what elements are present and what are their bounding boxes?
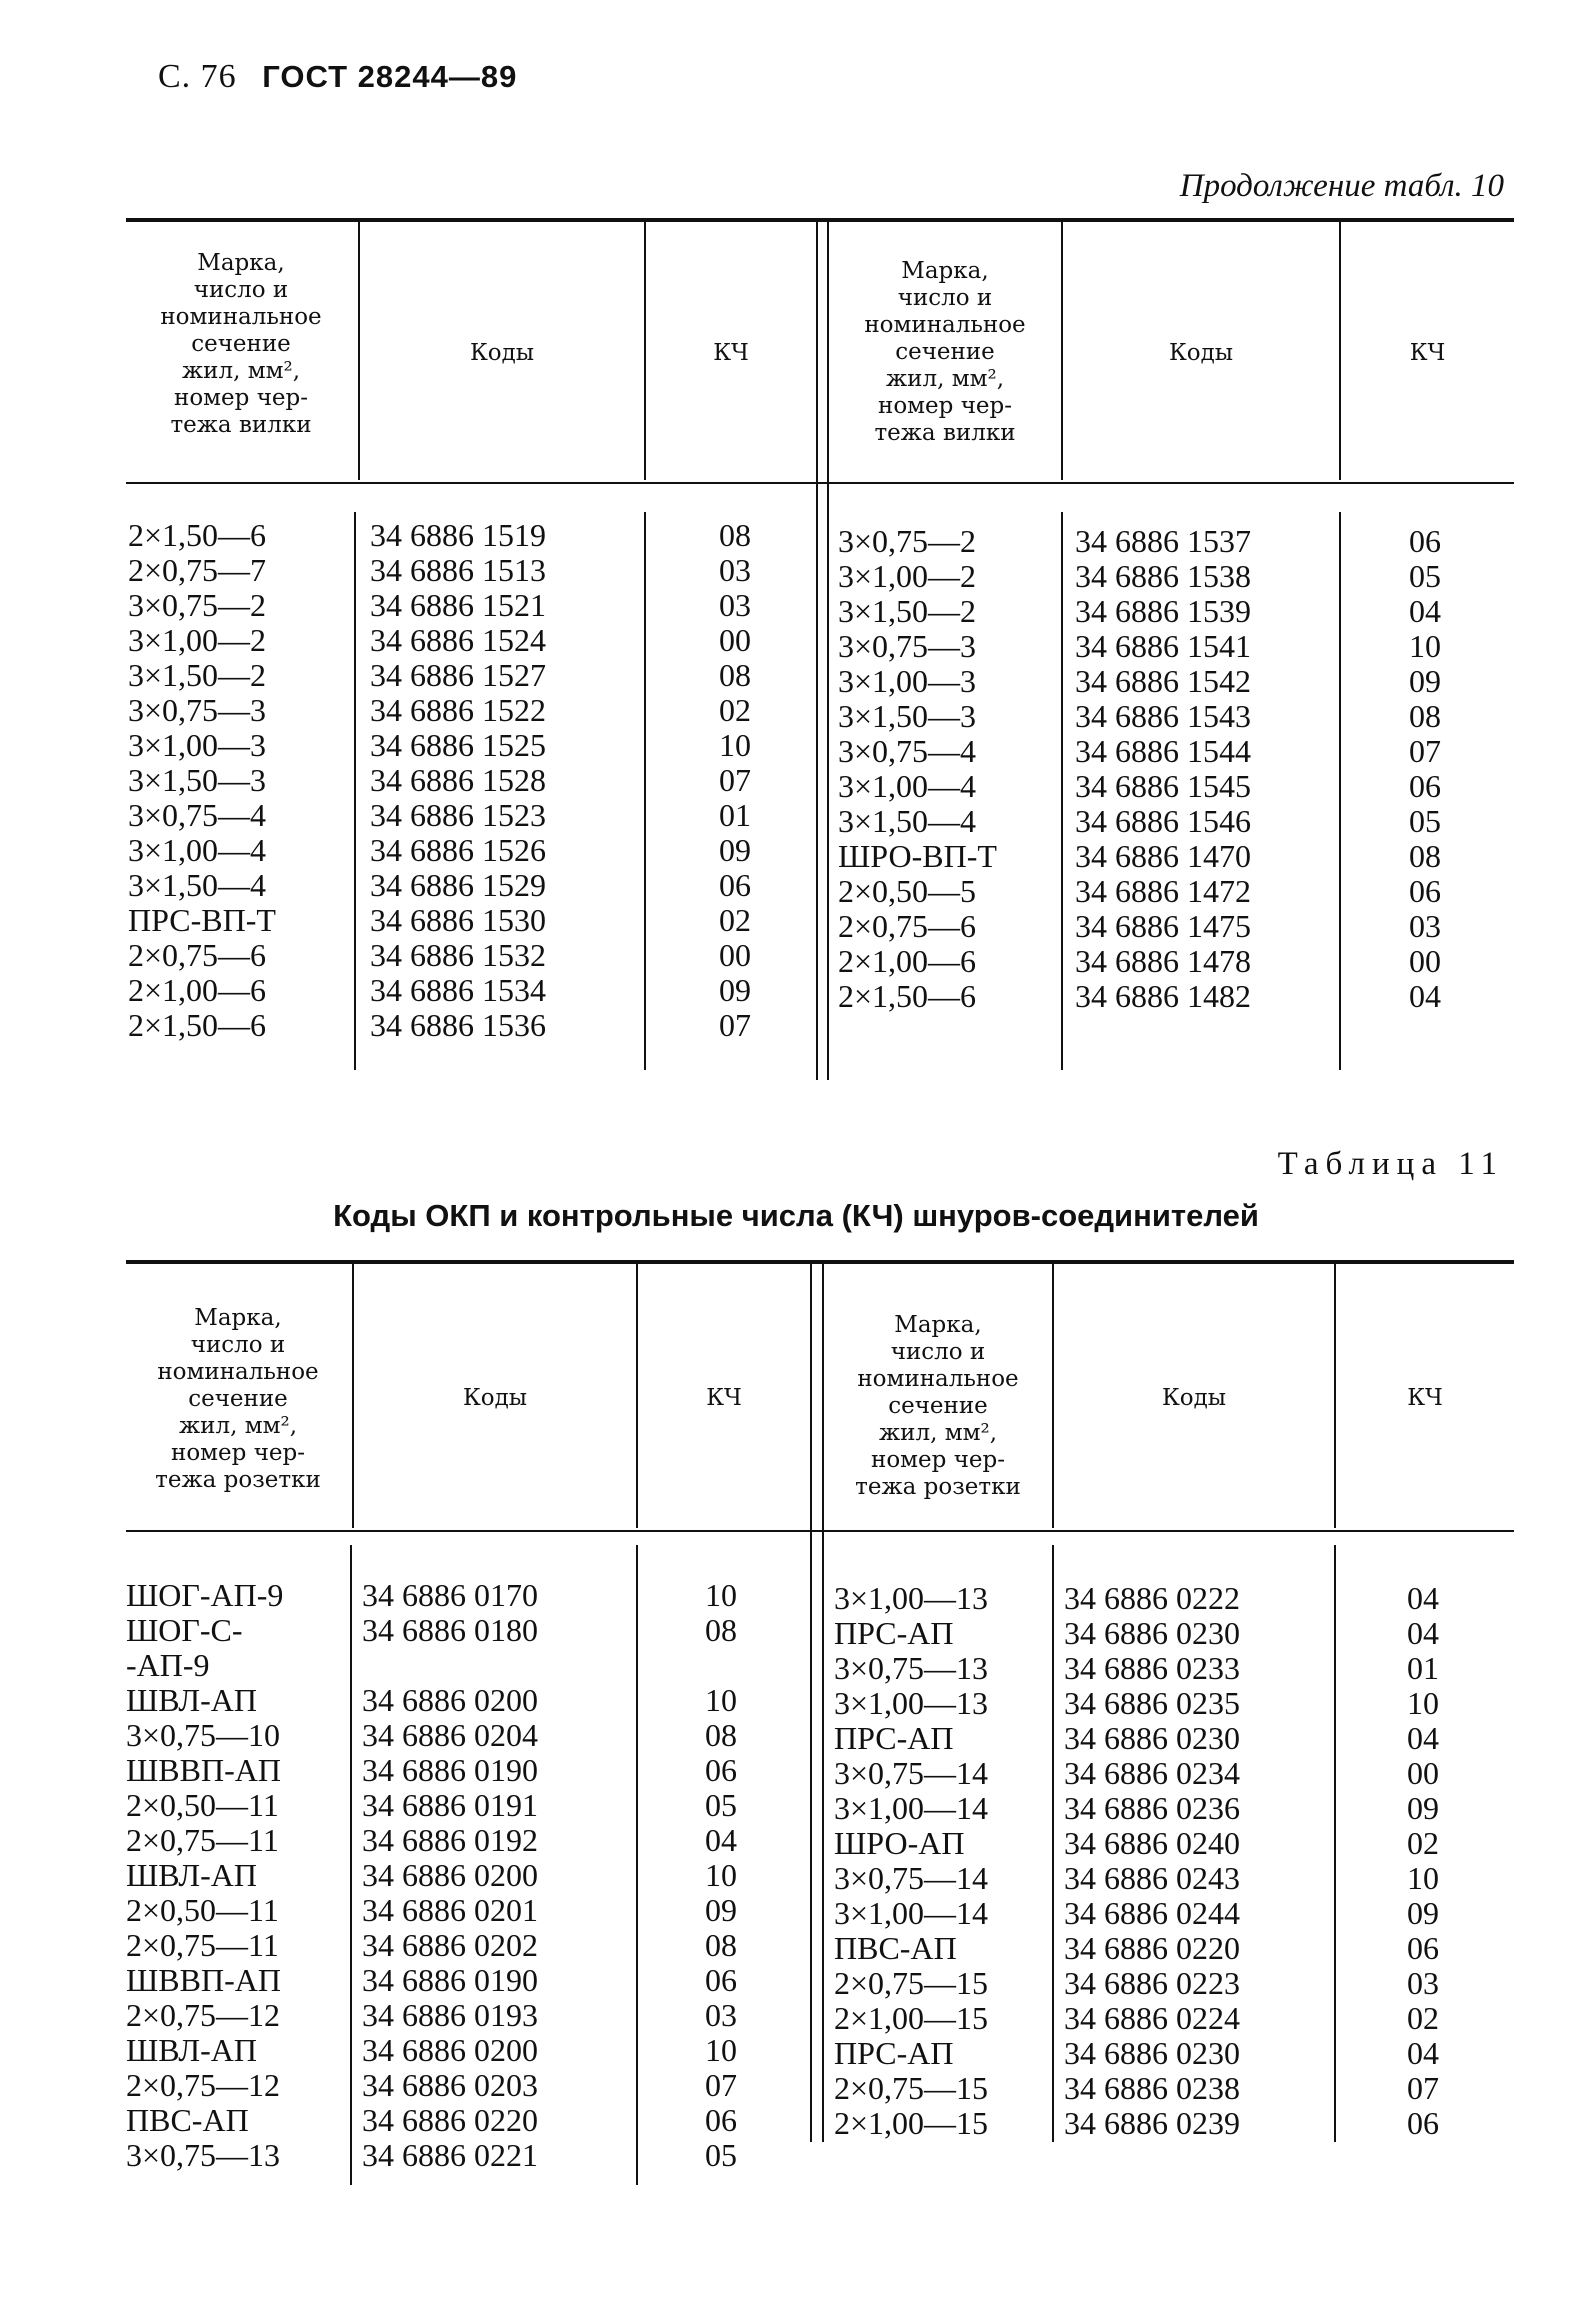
okp-code-cell: 34 6886 0222 [1064,1580,1240,1616]
cable-mark-cell: ШОГ-С- [126,1612,243,1648]
cable-mark-cell: 2×1,50—6 [838,978,977,1014]
cable-mark-cell: 3×0,75—13 [834,1650,989,1686]
okp-code-cell: 34 6886 0180 [362,1612,538,1648]
check-number-cell: 06 [1409,873,1441,909]
okp-code-cell: 34 6886 1519 [370,517,546,553]
okp-code-cell: 34 6886 1482 [1075,978,1251,1014]
cable-mark-cell: ШРО-АП [834,1825,965,1861]
cable-mark-cell: 3×1,00—2 [128,622,267,658]
check-number-cell: 00 [719,622,751,658]
t11-right-mark-header: Марка, число и номинальное сечение жил, мм², номер чер- тежа розетки [855,1312,1021,1500]
t11-left-codes-column [362,1578,538,2173]
cable-mark-cell: ПРС-ВП-Т [128,902,276,938]
check-number-cell: 06 [719,867,751,903]
okp-code-cell: 34 6886 0230 [1064,1615,1240,1651]
check-number-cell: 04 [1409,593,1441,629]
check-number-cell: 07 [705,2067,737,2103]
cable-mark-cell: 2×1,00—15 [834,2105,989,2141]
okp-code-cell: 34 6886 0170 [362,1577,538,1613]
t11-right-kch-header: КЧ [1407,1384,1443,1411]
okp-code-cell: 34 6886 1532 [370,937,546,973]
okp-code-cell: 34 6886 0192 [362,1822,538,1858]
okp-code-cell: 34 6886 1544 [1075,733,1251,769]
okp-code-cell: 34 6886 1536 [370,1007,546,1043]
cable-mark-cell: ПРС-АП [834,2035,954,2071]
cable-mark-cell: ШРО-ВП-Т [838,838,997,874]
okp-code-cell: 34 6886 0243 [1064,1860,1240,1896]
cable-mark-cell: 2×0,75—12 [126,2067,281,2103]
check-number-cell: 00 [1409,943,1441,979]
check-number-cell: 10 [705,1857,737,1893]
check-number-cell: 09 [719,832,751,868]
okp-code-cell: 34 6886 0190 [362,1752,538,1788]
okp-code-cell: 34 6886 0200 [362,1682,538,1718]
okp-code-cell: 34 6886 1527 [370,657,546,693]
check-number-cell: 05 [705,2137,737,2173]
t10-left-marks-column [128,518,276,1043]
okp-code-cell: 34 6886 1526 [370,832,546,868]
okp-code-cell: 34 6886 0191 [362,1787,538,1823]
cable-mark-cell: ПРС-АП [834,1615,954,1651]
check-number-cell: 03 [1407,1965,1439,2001]
okp-code-cell: 34 6886 1537 [1075,523,1251,559]
cable-mark-cell: 3×1,50—2 [838,593,977,629]
cable-mark-cell: 3×0,75—4 [128,797,267,833]
t10-left-kch-header: КЧ [713,339,749,366]
t11-left-codes-header: Коды [462,1384,528,1411]
cable-mark-cell: 2×1,50—6 [128,1007,267,1043]
divider [1061,512,1063,1070]
divider [636,1545,638,2185]
t10-left-codes-header: Коды [469,339,535,366]
okp-code-cell [362,1648,538,1683]
table11-label: Таблица 11 [1277,1146,1504,1182]
cable-mark-cell: 3×1,50—4 [838,803,977,839]
okp-code-cell: 34 6886 0200 [362,2032,538,2068]
check-number-cell: 06 [705,1962,737,1998]
page-number: С. 76 [158,58,237,95]
table10-caption: Продолжение табл. 10 [1179,168,1504,204]
okp-code-cell: 34 6886 1478 [1075,943,1251,979]
okp-code-cell: 34 6886 1528 [370,762,546,798]
cable-mark-cell: ШВВП-АП [126,1752,281,1788]
okp-code-cell: 34 6886 1513 [370,552,546,588]
cable-mark-cell: 3×0,75—14 [834,1860,989,1896]
check-number-cell: 10 [1409,628,1441,664]
cable-mark-cell: ШВЛ-АП [126,1857,257,1893]
check-number-cell: 08 [705,1927,737,1963]
check-number-cell: 06 [705,1752,737,1788]
check-number-cell: 06 [1407,2105,1439,2141]
check-number-cell: 04 [1409,978,1441,1014]
t11-right-codes-header: Коды [1161,1384,1227,1411]
cable-mark-cell: 2×1,50—6 [128,517,267,553]
okp-code-cell: 34 6886 1530 [370,902,546,938]
cable-mark-cell: 2×1,00—15 [834,2000,989,2036]
t10-left-kch-column [690,518,780,1043]
okp-code-cell: 34 6886 0190 [362,1962,538,1998]
check-number-cell: 09 [719,972,751,1008]
okp-code-cell: 34 6886 1525 [370,727,546,763]
cable-mark-cell: ПРС-АП [834,1720,954,1756]
check-number-cell: 07 [719,1007,751,1043]
okp-code-cell: 34 6886 0224 [1064,2000,1240,2036]
t10-right-kch-column [1380,524,1470,1014]
check-number-cell: 07 [1407,2070,1439,2106]
check-number-cell: 05 [1409,803,1441,839]
okp-code-cell: 34 6886 0203 [362,2067,538,2103]
okp-code-cell: 34 6886 0230 [1064,1720,1240,1756]
t10-right-codes-column [1075,524,1251,1014]
okp-code-cell: 34 6886 0238 [1064,2070,1240,2106]
t10-right-marks-column [838,524,997,1014]
cable-mark-cell: 3×0,75—2 [838,523,977,559]
check-number-cell: 10 [705,1682,737,1718]
check-number-cell [676,1648,766,1683]
okp-code-cell: 34 6886 0204 [362,1717,538,1753]
table11-header-rule [126,1530,1514,1532]
cable-mark-cell: 3×1,50—2 [128,657,267,693]
check-number-cell: 07 [1409,733,1441,769]
divider [350,1545,352,2185]
t10-right-kch-header: КЧ [1409,339,1446,366]
check-number-cell: 04 [1407,1720,1439,1756]
t11-right-kch-column [1378,1581,1468,2141]
cable-mark-cell: 3×1,50—4 [128,867,267,903]
check-number-cell: 02 [1407,2000,1439,2036]
t11-left-kch-column [676,1578,766,2173]
cable-mark-cell: ШВЛ-АП [126,2032,257,2068]
okp-code-cell: 34 6886 1475 [1075,908,1251,944]
okp-code-cell: 34 6886 0202 [362,1927,538,1963]
double-divider [816,222,818,1080]
okp-code-cell: 34 6886 1539 [1075,593,1251,629]
check-number-cell: 06 [1407,1930,1439,1966]
cable-mark-cell: 3×1,00—14 [834,1790,989,1826]
check-number-cell: 02 [719,692,751,728]
check-number-cell: 10 [719,727,751,763]
cable-mark-cell: 2×0,75—15 [834,1965,989,2001]
okp-code-cell: 34 6886 1472 [1075,873,1251,909]
okp-code-cell: 34 6886 0200 [362,1857,538,1893]
check-number-cell: 09 [1407,1895,1439,1931]
check-number-cell: 05 [1409,558,1441,594]
okp-code-cell: 34 6886 1523 [370,797,546,833]
check-number-cell: 03 [705,1997,737,2033]
okp-code-cell: 34 6886 1470 [1075,838,1251,874]
cable-mark-cell: 3×0,75—13 [126,2137,281,2173]
cable-mark-cell: 3×0,75—4 [838,733,977,769]
okp-code-cell: 34 6886 1529 [370,867,546,903]
okp-code-cell: 34 6886 0221 [362,2137,538,2173]
check-number-cell: 00 [719,937,751,973]
t11-left-marks-column [126,1578,283,2173]
t10-right-codes-header: Коды [1168,339,1234,366]
check-number-cell: 09 [1409,663,1441,699]
check-number-cell: 04 [705,1822,737,1858]
check-number-cell: 04 [1407,1580,1439,1616]
check-number-cell: 06 [1409,768,1441,804]
cable-mark-cell: 3×1,00—3 [128,727,267,763]
cable-mark-cell: 3×0,75—10 [126,1717,281,1753]
page-header [158,58,517,96]
cable-mark-cell: 3×1,00—3 [838,663,977,699]
okp-code-cell: 34 6886 0230 [1064,2035,1240,2071]
check-number-cell: 08 [705,1717,737,1753]
cable-mark-cell: ПВС-АП [834,1930,957,1966]
check-number-cell: 10 [1407,1860,1439,1896]
cable-mark-cell: 2×0,75—11 [126,1927,279,1963]
check-number-cell: 08 [719,517,751,553]
okp-code-cell: 34 6886 0240 [1064,1825,1240,1861]
cable-mark-cell: 3×0,75—2 [128,587,267,623]
check-number-cell: 04 [1407,2035,1439,2071]
divider [644,512,646,1070]
cable-mark-cell: ШОГ-АП-9 [126,1577,284,1613]
okp-code-cell: 34 6886 0223 [1064,1965,1240,2001]
check-number-cell: 01 [719,797,751,833]
cable-mark-cell: 2×1,00—6 [128,972,267,1008]
divider [1052,1545,1054,2142]
okp-code-cell: 34 6886 1522 [370,692,546,728]
cable-mark-cell: 2×0,75—15 [834,2070,989,2106]
okp-code-cell: 34 6886 0193 [362,1997,538,2033]
check-number-cell: 08 [1409,838,1441,874]
okp-code-cell: 34 6886 0233 [1064,1650,1240,1686]
cable-mark-cell: -АП-9 [126,1647,210,1683]
cable-mark-cell: ШВВП-АП [126,1962,281,1998]
check-number-cell: 05 [705,1787,737,1823]
divider [1334,1545,1336,2142]
cable-mark-cell: 2×0,50—5 [838,873,977,909]
t11-left-mark-header: Марка, число и номинальное сечение жил, мм², номер чер- тежа розетки [155,1305,321,1493]
t11-right-codes-column [1064,1581,1240,2141]
cable-mark-cell: 2×0,75—11 [126,1822,279,1858]
t10-left-codes-column [370,518,546,1043]
check-number-cell: 10 [1407,1685,1439,1721]
check-number-cell: 08 [719,657,751,693]
t10-right-mark-header: Марка, число и номинальное сечение жил, мм², номер чер- тежа вилки [864,258,1026,446]
okp-code-cell: 34 6886 1524 [370,622,546,658]
check-number-cell: 09 [1407,1790,1439,1826]
cable-mark-cell: 3×1,50—3 [838,698,977,734]
cable-mark-cell: ПВС-АП [126,2102,249,2138]
cable-mark-cell: 2×0,50—11 [126,1787,279,1823]
okp-code-cell: 34 6886 0234 [1064,1755,1240,1791]
check-number-cell: 06 [705,2102,737,2138]
check-number-cell: 01 [1407,1650,1439,1686]
divider [354,512,356,1070]
table10-top-rule [126,218,1514,222]
cable-mark-cell: 3×1,00—2 [838,558,977,594]
cable-mark-cell: 3×1,00—14 [834,1895,989,1931]
okp-code-cell: 34 6886 1534 [370,972,546,1008]
okp-code-cell: 34 6886 0239 [1064,2105,1240,2141]
check-number-cell: 10 [705,2032,737,2068]
check-number-cell: 03 [719,552,751,588]
cable-mark-cell: 3×1,00—13 [834,1685,989,1721]
okp-code-cell: 34 6886 1538 [1075,558,1251,594]
check-number-cell: 08 [705,1612,737,1648]
cable-mark-cell: 2×0,75—7 [128,552,267,588]
check-number-cell: 02 [719,902,751,938]
check-number-cell: 10 [705,1577,737,1613]
okp-code-cell: 34 6886 0235 [1064,1685,1240,1721]
table10-header-rule [126,482,1514,484]
standard-number: ГОСТ 28244—89 [262,59,518,94]
cable-mark-cell: 2×0,75—6 [838,908,977,944]
cable-mark-cell: ШВЛ-АП [126,1682,257,1718]
cable-mark-cell: 3×0,75—14 [834,1755,989,1791]
cable-mark-cell: 2×0,75—6 [128,937,267,973]
cable-mark-cell: 3×0,75—3 [838,628,977,664]
double-divider [810,1264,812,2142]
check-number-cell: 02 [1407,1825,1439,1861]
cable-mark-cell: 2×0,75—12 [126,1997,281,2033]
okp-code-cell: 34 6886 1541 [1075,628,1251,664]
divider [1339,512,1341,1070]
okp-code-cell: 34 6886 0201 [362,1892,538,1928]
check-number-cell: 08 [1409,698,1441,734]
okp-code-cell: 34 6886 1521 [370,587,546,623]
check-number-cell: 03 [719,587,751,623]
okp-code-cell: 34 6886 0236 [1064,1790,1240,1826]
check-number-cell: 09 [705,1892,737,1928]
okp-code-cell: 34 6886 1545 [1075,768,1251,804]
cable-mark-cell: 3×1,00—13 [834,1580,989,1616]
okp-code-cell: 34 6886 1542 [1075,663,1251,699]
okp-code-cell: 34 6886 0220 [362,2102,538,2138]
table11-top-rule [126,1260,1514,1264]
okp-code-cell: 34 6886 0244 [1064,1895,1240,1931]
okp-code-cell: 34 6886 1543 [1075,698,1251,734]
cable-mark-cell: 2×1,00—6 [838,943,977,979]
okp-code-cell: 34 6886 1546 [1075,803,1251,839]
t11-right-marks-column [834,1581,988,2141]
cable-mark-cell: 3×1,00—4 [128,832,267,868]
table11-title: Коды ОКП и контрольные числа (КЧ) шнуров-соединителей [333,1198,1259,1233]
t11-left-kch-header: КЧ [706,1384,742,1411]
t10-left-mark-header: Марка, число и номинальное сечение жил, мм², номер чер- тежа вилки [160,250,322,438]
cable-mark-cell: 2×0,50—11 [126,1892,279,1928]
check-number-cell: 06 [1409,523,1441,559]
cable-mark-cell: 3×1,50—3 [128,762,267,798]
cable-mark-cell: 3×0,75—3 [128,692,267,728]
check-number-cell: 03 [1409,908,1441,944]
okp-code-cell: 34 6886 0220 [1064,1930,1240,1966]
cable-mark-cell: 3×1,00—4 [838,768,977,804]
check-number-cell: 04 [1407,1615,1439,1651]
check-number-cell: 00 [1407,1755,1439,1791]
check-number-cell: 07 [719,762,751,798]
